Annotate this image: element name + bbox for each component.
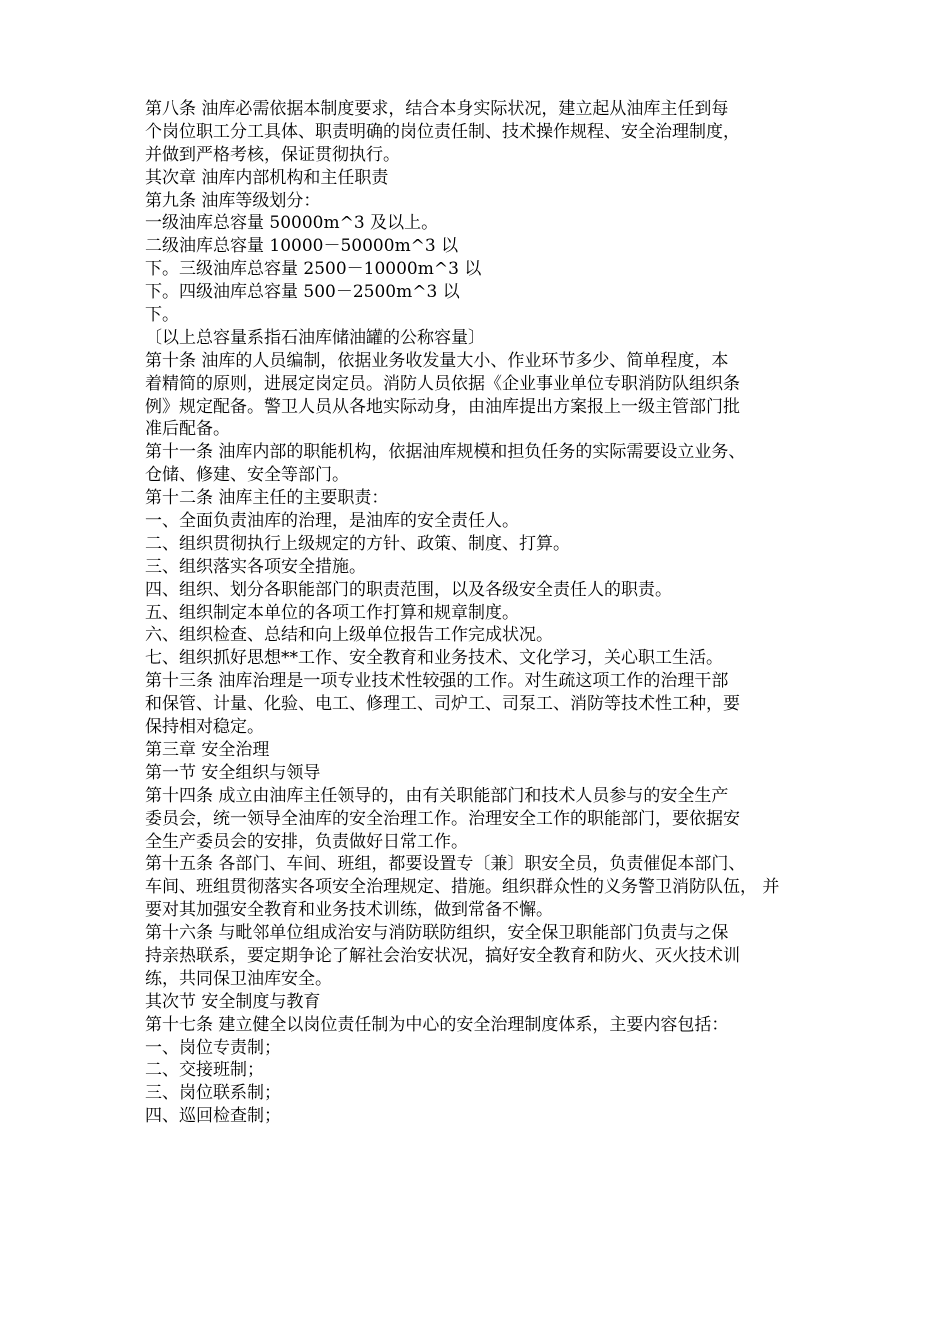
text-line: 第十二条 油库主任的主要职责： [145, 488, 389, 509]
text-line: 下。 [145, 305, 179, 326]
text-line: 三、岗位联系制； [145, 1083, 281, 1104]
text-line: 要对其加强安全教育和业务技术训练，做到常备不懈。 [145, 900, 553, 921]
text-line: 着精简的原则，进展定岗定员。消防人员依据《企业事业单位专职消防队组织条 [145, 373, 740, 394]
text-line: 一、全面负责油库的治理，是油库的安全责任人。 [145, 511, 519, 532]
text-line: 保持相对稳定。 [145, 717, 264, 738]
text-line: 练，共同保卫油库安全。 [145, 968, 332, 989]
text-line: 并做到严格考核，保证贯彻执行。 [145, 144, 400, 165]
text-line: 三、组织落实各项安全措施。 [145, 556, 366, 577]
text-line: 一级油库总容量 50000m^3 及以上。 [145, 213, 439, 234]
text-line: 下。四级油库总容量 500－2500m^3 以 [145, 282, 460, 303]
text-line: 例》规定配备。警卫人员从各地实际动身，由油库提出方案报上一级主管部门批 [145, 396, 740, 417]
text-line: 七、组织抓好思想**工作、安全教育和业务技术、文化学习，关心职工生活。 [145, 648, 723, 669]
text-line: 准后配备。 [145, 419, 230, 440]
text-line: 车间、班组贯彻落实各项安全治理规定、措施。组织群众性的义务警卫消防队伍， 并 [145, 877, 780, 898]
text-line: 全生产委员会的安排，负责做好日常工作。 [145, 831, 468, 852]
text-line: 下。三级油库总容量 2500－10000m^3 以 [145, 259, 482, 280]
text-line: 第十三条 油库治理是一项专业技术性较强的工作。对生疏这项工作的治理干部 [145, 671, 729, 692]
text-line: 第十六条 与毗邻单位组成治安与消防联防组织，安全保卫职能部门负责与之保 [145, 923, 729, 944]
text-line: 其次章 油库内部机构和主任职责 [145, 167, 389, 188]
text-line: 第十七条 建立健全以岗位责任制为中心的安全治理制度体系，主要内容包括： [145, 1014, 729, 1035]
text-line: 第十四条 成立由油库主任领导的，由有关职能部门和技术人员参与的安全生产 [145, 785, 729, 806]
text-line: 仓储、修建、安全等部门。 [145, 465, 349, 486]
text-line: 第十五条 各部门、车间、班组，都要设置专〔兼〕职安全员，负责催促本部门、 [145, 854, 746, 875]
text-line: 其次节 安全制度与教育 [145, 991, 321, 1012]
text-line: 〔以上总容量系指石油库储油罐的公称容量〕 [145, 327, 485, 348]
text-line: 二、组织贯彻执行上级规定的方针、政策、制度、打算。 [145, 533, 570, 554]
text-line: 四、组织、划分各职能部门的职责范围，以及各级安全责任人的职责。 [145, 579, 672, 600]
text-line: 五、组织制定本单位的各项工作打算和规章制度。 [145, 602, 519, 623]
text-line: 四、巡回检查制； [145, 1106, 281, 1127]
text-line: 第八条 油库必需依据本制度要求，结合本身实际状况，建立起从油库主任到每 [145, 99, 729, 119]
text-line: 和保管、计量、化验、电工、修理工、司炉工、司泵工、消防等技术性工种，要 [145, 694, 740, 715]
document-body [145, 98, 825, 1128]
text-line: 持亲热联系，要定期争论了解社会治安状况，搞好安全教育和防火、灭火技术训 [145, 945, 740, 966]
text-line: 第十条 油库的人员编制，依据业务收发量大小、作业环节多少、简单程度，本 [145, 350, 729, 371]
text-line: 一、岗位专责制； [145, 1037, 281, 1058]
text-line: 第一节 安全组织与领导 [145, 762, 321, 783]
text-line: 二级油库总容量 10000－50000m^3 以 [145, 236, 459, 257]
text-line: 委员会，统一领导全油库的安全治理工作。治理安全工作的职能部门，要依据安 [145, 808, 740, 829]
text-line: 第九条 油库等级划分： [145, 190, 321, 211]
text-line: 个岗位职工分工具体、职责明确的岗位责任制、技术操作规程、安全治理制度， [145, 121, 740, 142]
text-line: 第三章 安全治理 [145, 739, 270, 760]
text-line: 二、交接班制； [145, 1060, 264, 1081]
text-line: 第十一条 油库内部的职能机构，依据油库规模和担负任务的实际需要设立业务、 [145, 442, 746, 463]
text-line: 六、组织检查、总结和向上级单位报告工作完成状况。 [145, 625, 553, 646]
